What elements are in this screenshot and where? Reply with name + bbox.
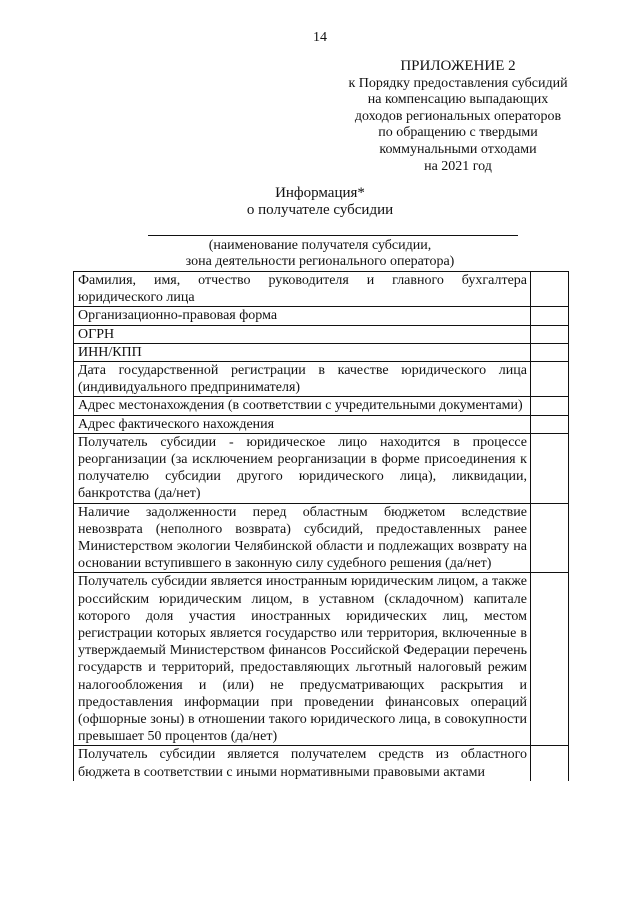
row-value-cell (531, 503, 569, 573)
row-label: Наличие задолженности перед областным бюджетом вследствие невозврата (неполного возврата) субсидий, предоставленных ранее Министерством экологии Челябинской области и подлежащих возврату на основании вступившего в законную силу судебного решения (да/нет) (74, 503, 531, 573)
appendix-line: доходов региональных операторов (354, 108, 562, 124)
heading-subtitle: о получателе субсидии (246, 202, 394, 218)
appendix-line: к Порядку предоставления субсидий (348, 75, 568, 91)
row-label: Адрес фактического нахождения (74, 415, 531, 433)
appendix-title: ПРИЛОЖЕНИЕ 2 (400, 58, 516, 74)
table-row (74, 397, 569, 415)
row-label: Организационно-правовая форма (74, 307, 531, 325)
appendix-line: коммунальными отходами (379, 141, 537, 157)
row-value-cell (531, 272, 569, 307)
row-value-cell (531, 415, 569, 433)
caption-line: (наименование получателя субсидии, (208, 238, 432, 253)
table-row (74, 573, 569, 746)
recipient-info-table (73, 271, 569, 781)
row-value-cell (531, 362, 569, 397)
table-row (74, 343, 569, 361)
caption-line: зона деятельности регионального оператора) (185, 254, 455, 269)
row-value-cell (531, 325, 569, 343)
row-value-cell (531, 573, 569, 746)
row-label: Фамилия, имя, отчество руководителя и главного бухгалтера юридического лица (74, 272, 531, 307)
row-value-cell (531, 343, 569, 361)
row-value-cell (531, 397, 569, 415)
row-value-cell (531, 746, 569, 781)
row-label: Получатель субсидии является иностранным юридическим лицом, а также российским юридическим лицом, в уставном (складочном) капитале которого доля участия иностранных юридических лиц, местом регистрации которых является государство или территория, включенные в утверждаемый Министерством финансов Российской Федерации перечень государств и территорий, предоставляющих льготный налоговый режим налогообложения и (или) не предусматривающих раскрытия и предоставления информации при проведении финансовых операций (офшорные зоны) в отношении такого юридического лица, в совокупности превышает 50 процентов (да/нет) (74, 573, 531, 746)
row-label: Адрес местонахождения (в соответствии с учредительными документами) (74, 397, 531, 415)
row-label: Получатель субсидии - юридическое лицо находится в процессе реорганизации (за исключением реорганизации в форме присоединения к получателю субсидии другого юридического лица), ликвидации, банкротства (да/нет) (74, 433, 531, 503)
table-row (74, 272, 569, 307)
table-row (74, 746, 569, 781)
table-row (74, 503, 569, 573)
recipient-name-line (148, 235, 518, 236)
appendix-line: по обращению с твердыми (378, 125, 538, 141)
table-row (74, 415, 569, 433)
row-label: Получатель субсидии является получателем средств из областного бюджета в соответствии с иными нормативными правовыми актами (74, 746, 531, 781)
row-label: ОГРН (74, 325, 531, 343)
table-row (74, 362, 569, 397)
appendix-line: на 2021 год (424, 158, 492, 174)
appendix-line: на компенсацию выпадающих (367, 92, 549, 108)
appendix-header (318, 58, 598, 175)
row-value-cell (531, 433, 569, 503)
table-row (74, 433, 569, 503)
table-row (74, 307, 569, 325)
row-value-cell (531, 307, 569, 325)
row-label: ИНН/КПП (74, 343, 531, 361)
page-number: 14 (313, 30, 327, 45)
table-row (74, 325, 569, 343)
heading-title: Информация* (275, 185, 365, 201)
recipient-name-caption (0, 238, 640, 270)
document-heading (0, 185, 640, 219)
row-label: Дата государственной регистрации в качестве юридического лица (индивидуального предпринимателя) (74, 362, 531, 397)
